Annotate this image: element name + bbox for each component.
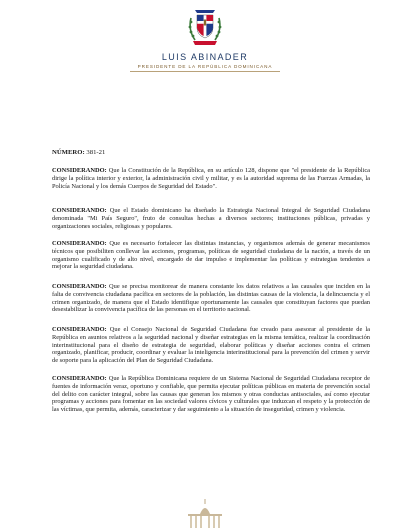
paragraph-keyword: CONSIDERANDO: — [52, 167, 107, 174]
paragraph-text: Que la República Dominicana requiere de un Sistema Nacional de Seguridad Ciudadana receptor de fuentes de información veraz, oportuno y confiable, que permita ejecutar políticas públicas en materia de prevención social del delito con carácter integral, sobre las causas que generan los mismos y otras conductas antisociales, así como ejecutar programas y acciones para fomentar en las sociedad valores cívicos y culturales que induzcan el respeto y la protección de las víctimas, que permita, además, caracterizar y dar seguimiento a la situación de inseguridad, crimen y violencia. — [52, 375, 371, 414]
palace-emblem-icon — [180, 498, 230, 530]
president-name: LUIS ABINADER — [161, 52, 249, 62]
considerando-paragraph-3 — [52, 240, 370, 271]
considerando-paragraph-5 — [52, 326, 370, 365]
president-title: PRESIDENTE DE LA REPÚBLICA DOMINICANA — [137, 64, 273, 69]
considerando-paragraph-4 — [52, 283, 370, 314]
paragraph-keyword: CONSIDERANDO: — [52, 283, 107, 290]
considerando-paragraph-1 — [52, 167, 370, 190]
paragraph-keyword: CONSIDERANDO: — [52, 207, 107, 214]
document-number — [52, 149, 105, 157]
considerando-paragraph-2 — [52, 207, 370, 230]
paragraph-keyword: CONSIDERANDO: — [52, 326, 107, 333]
paragraph-text: Que es necesario fortalecer las distintas instancias, y organismos además de generar mecanismos técnicos que posibiliten conllevar las acciones, programas, políticas de seguridad ciudadana de la nación, a través de un organismo cualificado y de alto nivel, encargado de dar impulso e implementar las políticas y estrategias tendentes a mejorar la seguridad ciudadana. — [52, 240, 370, 271]
document-number-label: NÚMERO: — [52, 149, 85, 156]
paragraph-text: Que el Estado dominicano ha diseñado la Estrategia Nacional Integral de Seguridad Ciudadana denominada "Mi País Seguro", fruto de consultas hechas a diversos sectores; instituciones públicas, privadas y organizaciones sociales, religiosas y populares. — [52, 207, 370, 230]
paragraph-text: Que la Constitución de la República, en su artículo 128, dispone que "el presidente de la República dirige la política interior y exterior, la administración civil y militar, y es la autoridad suprema de las Fuerzas Armadas, la Policía Nacional y los demás Cuerpos de Seguridad del Estado". — [52, 167, 370, 190]
paragraph-text: Que el Consejo Nacional de Seguridad Ciudadana fue creado para asesorar al presidente de la República en asuntos relativos a la seguridad nacional y diseñar estrategias en la misma temática, realizar la coordinación interinstitucional para el diseño de estrategia de seguridad, elaborar políticas y diseñar acciones contra el crimen organizado, planificar, producir, coordinar y evaluar la inteligencia interinstitucional para la prevención del crimen y servir de soporte para la aplicación del Plan de Seguridad Ciudadana. — [52, 326, 370, 365]
document-number-value: 381-21 — [86, 149, 106, 156]
paragraph-keyword: CONSIDERANDO: — [52, 375, 107, 382]
considerando-paragraph-6 — [52, 375, 370, 414]
paragraph-text: Que se precisa monitorear de manera constante los datos relativos a las causales que inciden en la falta de convivencia ciudadana pacífica en sectores de la población, las distintas causas de la violencia, la delincuencia y el crimen organizado, de manera que el Estado identifique oportunamente las causales que constituyan factores que puedan desestabilizar la convivencia pacífica de las personas en el territorio nacional. — [52, 283, 370, 314]
header-divider — [130, 71, 280, 72]
paragraph-keyword: CONSIDERANDO: — [52, 240, 107, 247]
coat-of-arms-icon — [185, 4, 225, 50]
